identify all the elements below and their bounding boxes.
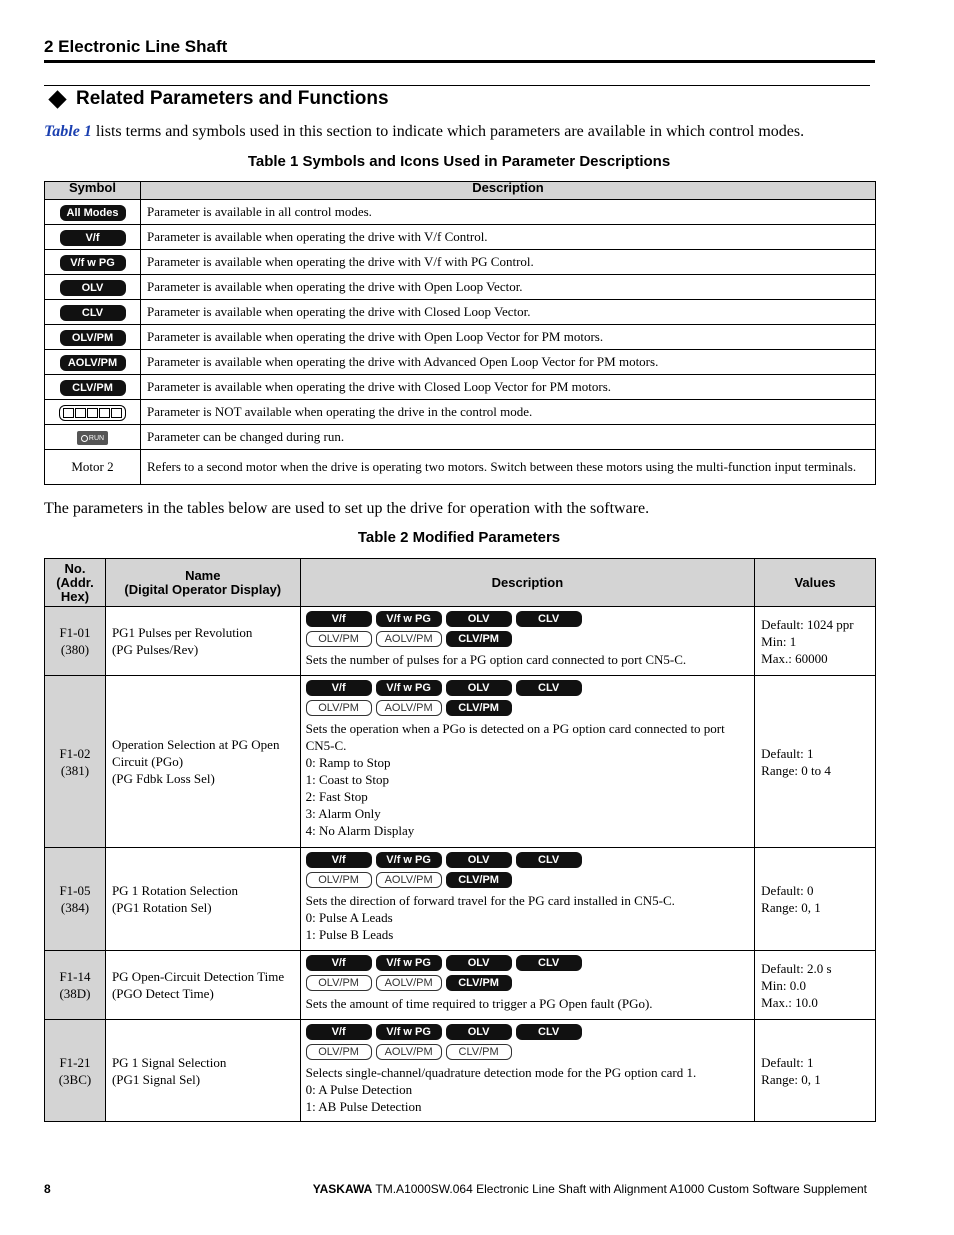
header-no-line: Hex) [60,588,90,604]
parameter-name-line: (PGO Detect Time) [111,986,214,1001]
mode-badge: V/f w PG [376,680,442,696]
mode-badge-unavailable: AOLV/PM [376,872,442,888]
parameter-address: (384) [60,900,90,915]
description-line: 1: AB Pulse Detection [305,1099,422,1114]
brand-name: YASKAWA [312,1182,373,1196]
symbol-cell [45,200,141,225]
symbol-row [45,375,876,400]
symbol-description: Parameter is available when operating the drive with Open Loop Vector for PM motors. [141,325,876,350]
value-line: Default: 1024 ppr [761,616,854,632]
parameter-description-cell [300,951,755,1020]
modified-parameters-table [44,558,876,1122]
parameter-values-cell [755,607,876,676]
symbol-description: Parameter is available when operating the drive with V/f with PG Control. [141,250,876,275]
description-line: 1: Pulse B Leads [305,927,394,942]
mode-badge: OLV/PM [60,330,126,346]
symbol-row [45,325,876,350]
mode-badges-row [306,955,750,971]
mode-badge-unavailable: OLV/PM [306,975,372,991]
symbol-cell [45,225,141,250]
mode-badge-unavailable: AOLV/PM [376,631,442,647]
symbol-cell [45,325,141,350]
parameter-number-cell [45,676,106,848]
description-line: Sets the amount of time required to trigger a PG Open fault (PGo). [305,996,653,1011]
symbol-cell [45,375,141,400]
mode-badge: V/f [60,230,126,246]
parameter-number: F1-02 [59,745,91,761]
empty-box-icon [99,408,110,418]
column-header-name [105,559,300,607]
running-header: 2 Electronic Line Shaft [44,37,228,56]
symbol-text: Motor 2 [71,459,114,474]
mode-badge: CLV [516,611,582,627]
mode-badge: V/f [306,611,372,627]
symbol-row [45,225,876,250]
parameter-values-cell [755,951,876,1020]
parameter-address: (3BC) [58,1071,92,1087]
header-rule [44,60,875,63]
column-header-description: Description [141,182,876,200]
mode-badge: V/f [306,955,372,971]
parameter-name-line: (PG1 Rotation Sel) [111,900,212,915]
symbol-description: Parameter is available when operating the drive with Closed Loop Vector for PM motors. [141,375,876,400]
symbol-row [45,250,876,275]
symbol-cell [45,450,141,485]
parameter-description-cell [300,607,755,676]
description-line: Sets the operation when a PGo is detected on a PG option card connected to port CN5-C. [305,721,725,753]
column-header-no [45,559,106,607]
section-title-text: Related Parameters and Functions [76,88,389,109]
footer-text [313,1182,867,1196]
parameter-description-cell [300,676,755,848]
value-line: Range: 0, 1 [761,1071,821,1087]
description-line: Sets the number of pulses for a PG option card connected to port CN5-C. [305,652,687,667]
parameter-name-cell [105,848,300,951]
mode-badge-unavailable: OLV/PM [306,1044,372,1060]
header-no-line: No. [64,560,86,576]
parameter-name-line: (PG1 Signal Sel) [111,1071,201,1087]
symbol-description: Parameter can be changed during run. [141,425,876,450]
value-line: Max.: 10.0 [761,994,818,1010]
symbol-cell [45,250,141,275]
mode-badges-row [306,1024,750,1040]
mode-badge: OLV [446,680,512,696]
value-line: Min: 0.0 [761,977,806,993]
column-header-symbol: Symbol [45,182,141,200]
parameter-number-cell [45,607,106,676]
symbol-cell [45,300,141,325]
column-header-description: Description [300,559,755,607]
mode-badge: V/f w PG [376,611,442,627]
empty-box-icon [63,408,74,418]
description-line: 0: Ramp to Stop [305,755,391,770]
parameter-name-cell [105,951,300,1020]
mode-badge: CLV [516,1024,582,1040]
parameter-values-cell [755,848,876,951]
header-no-line: (Addr. [56,574,94,590]
mode-badges-row [306,1044,750,1060]
mode-badge: AOLV/PM [60,355,126,371]
mode-badges-row [306,975,750,991]
empty-box-icon [111,408,122,418]
description-line: 0: Pulse A Leads [305,910,393,925]
mode-badge-unavailable: CLV/PM [446,1044,512,1060]
parameter-row [45,951,876,1020]
symbol-description: Refers to a second motor when the drive is operating two motors. Switch between these motors using the multi-function input terminals. [141,450,876,485]
mode-badge-unavailable: OLV/PM [306,872,372,888]
symbol-row [45,450,876,485]
parameter-name-line: PG 1 Signal Selection [111,1054,227,1070]
mode-badge: All Modes [60,205,126,221]
mode-badge: CLV/PM [446,700,512,716]
symbol-row [45,350,876,375]
mode-badge: OLV [446,852,512,868]
empty-box-icon [75,408,86,418]
parameter-values-cell [755,1020,876,1122]
table-1-link[interactable]: Table 1 [44,123,92,140]
value-line: Default: 0 [761,883,814,898]
parameter-name-cell [105,1020,300,1122]
value-line: Default: 1 [761,1054,814,1070]
symbol-row [45,275,876,300]
mode-badge: CLV [516,852,582,868]
mode-badge: OLV [446,611,512,627]
mode-badges-row [306,852,750,868]
parameter-name-cell [105,607,300,676]
parameter-description-cell [300,848,755,951]
parameter-address: (38D) [59,986,91,1001]
description-line: Sets the direction of forward travel for the PG card installed in CN5-C. [305,893,675,908]
symbol-description: Parameter is NOT available when operating the drive in the control mode. [141,400,876,425]
mode-badge: V/f [306,852,372,868]
mode-badge: OLV [446,1024,512,1040]
description-line: 0: A Pulse Detection [305,1082,413,1097]
parameter-address: (381) [60,762,90,778]
mode-badge: CLV/PM [60,380,126,396]
parameter-row [45,848,876,951]
column-header-values: Values [755,559,876,607]
mode-badges-row [306,631,750,647]
section-title [48,88,389,110]
description-line: Selects single-channel/quadrature detection mode for the PG option card 1. [305,1065,697,1080]
symbol-description: Parameter is available when operating the drive with Open Loop Vector. [141,275,876,300]
mode-badge-unavailable: AOLV/PM [376,700,442,716]
page-number: 8 [44,1182,51,1196]
parameter-row [45,1020,876,1122]
mode-badge-unavailable: OLV/PM [306,700,372,716]
parameter-number-cell [45,951,106,1020]
parameter-name-line: PG Open-Circuit Detection Time [111,969,285,984]
parameter-values-cell [755,676,876,848]
mode-badges-row [306,680,750,696]
run-ring-icon [81,435,88,442]
parameter-row [45,607,876,676]
mode-badge: V/f [306,680,372,696]
run-icon [77,431,108,445]
symbols-table-body [45,200,876,485]
value-line: Default: 1 [761,745,814,761]
intro-paragraph [44,123,804,141]
mode-badge: V/f w PG [60,255,126,271]
mode-badge: CLV [516,955,582,971]
mode-badges-row [306,872,750,888]
parameter-row [45,676,876,848]
parameter-number: F1-01 [59,625,91,640]
symbol-description: Parameter is available when operating the drive with Closed Loop Vector. [141,300,876,325]
modified-parameters-body [45,607,876,1122]
value-line: Min: 1 [761,633,797,649]
parameter-number: F1-14 [59,969,91,984]
symbol-row [45,300,876,325]
symbol-row [45,200,876,225]
parameter-address: (380) [60,642,90,657]
symbol-description: Parameter is available when operating the drive with V/f Control. [141,225,876,250]
parameter-number: F1-05 [59,883,91,898]
symbol-row [45,400,876,425]
symbol-row [45,425,876,450]
mode-badges-row [306,611,750,627]
mode-badge: CLV [516,680,582,696]
symbol-cell [45,425,141,450]
description-line: 1: Coast to Stop [305,772,390,787]
unavailable-boxes-icon [59,405,126,421]
mode-badge: V/f w PG [376,852,442,868]
symbols-table [44,181,876,485]
parameter-number: F1-21 [59,1054,91,1070]
symbol-description: Parameter is available when operating the drive with Advanced Open Loop Vector for PM motors. [141,350,876,375]
symbol-cell [45,350,141,375]
header-name-line: Name [185,567,221,583]
diamond-bullet-icon [48,90,66,108]
table-1-caption: Table 1 Symbols and Icons Used in Parameter Descriptions [247,153,671,170]
run-icon-text: RUN [88,434,105,442]
intro-text: lists terms and symbols used in this section to indicate which parameters are available in which control modes. [91,123,805,140]
parameter-name-line: (PG Pulses/Rev) [111,642,199,657]
description-line: 4: No Alarm Display [305,823,415,838]
symbol-cell [45,400,141,425]
header-name-line: (Digital Operator Display) [124,581,282,597]
document-title: TM.A1000SW.064 Electronic Line Shaft with Alignment A1000 Custom Software Supplement [372,1182,867,1196]
section-rule [44,85,870,86]
parameter-number-cell [45,1020,106,1122]
symbol-description: Parameter is available in all control modes. [141,200,876,225]
parameter-name-cell [105,676,300,848]
parameter-name-line: PG 1 Rotation Selection [111,883,238,898]
parameter-name-line: PG1 Pulses per Revolution [111,625,253,640]
value-line: Default: 2.0 s [761,960,832,976]
parameter-name-line: (PG Fdbk Loss Sel) [111,771,215,786]
mode-badge: V/f w PG [376,1024,442,1040]
mode-badge: V/f w PG [376,955,442,971]
mode-badge: V/f [306,1024,372,1040]
parameter-description-cell [300,1020,755,1122]
value-line: Max.: 60000 [761,650,828,666]
mode-badge: CLV/PM [446,872,512,888]
description-line: 3: Alarm Only [305,806,381,821]
parameter-number-cell [45,848,106,951]
value-line: Range: 0 to 4 [761,762,831,778]
parameter-name-line: Operation Selection at PG Open Circuit (PGo) [111,737,280,769]
mode-badge-unavailable: AOLV/PM [376,1044,442,1060]
mode-badges-row [306,700,750,716]
mode-badge-unavailable: OLV/PM [306,631,372,647]
mode-badge: CLV/PM [446,631,512,647]
mode-badge: CLV/PM [446,975,512,991]
value-line: Range: 0, 1 [761,900,821,915]
mode-badge: OLV [60,280,126,296]
parameters-paragraph: The parameters in the tables below are used to set up the drive for operation with the software. [44,500,650,517]
table-2-caption: Table 2 Modified Parameters [357,529,561,546]
empty-box-icon [87,408,98,418]
mode-badge: CLV [60,305,126,321]
symbol-cell [45,275,141,300]
mode-badge: OLV [446,955,512,971]
mode-badge-unavailable: AOLV/PM [376,975,442,991]
description-line: 2: Fast Stop [305,789,368,804]
